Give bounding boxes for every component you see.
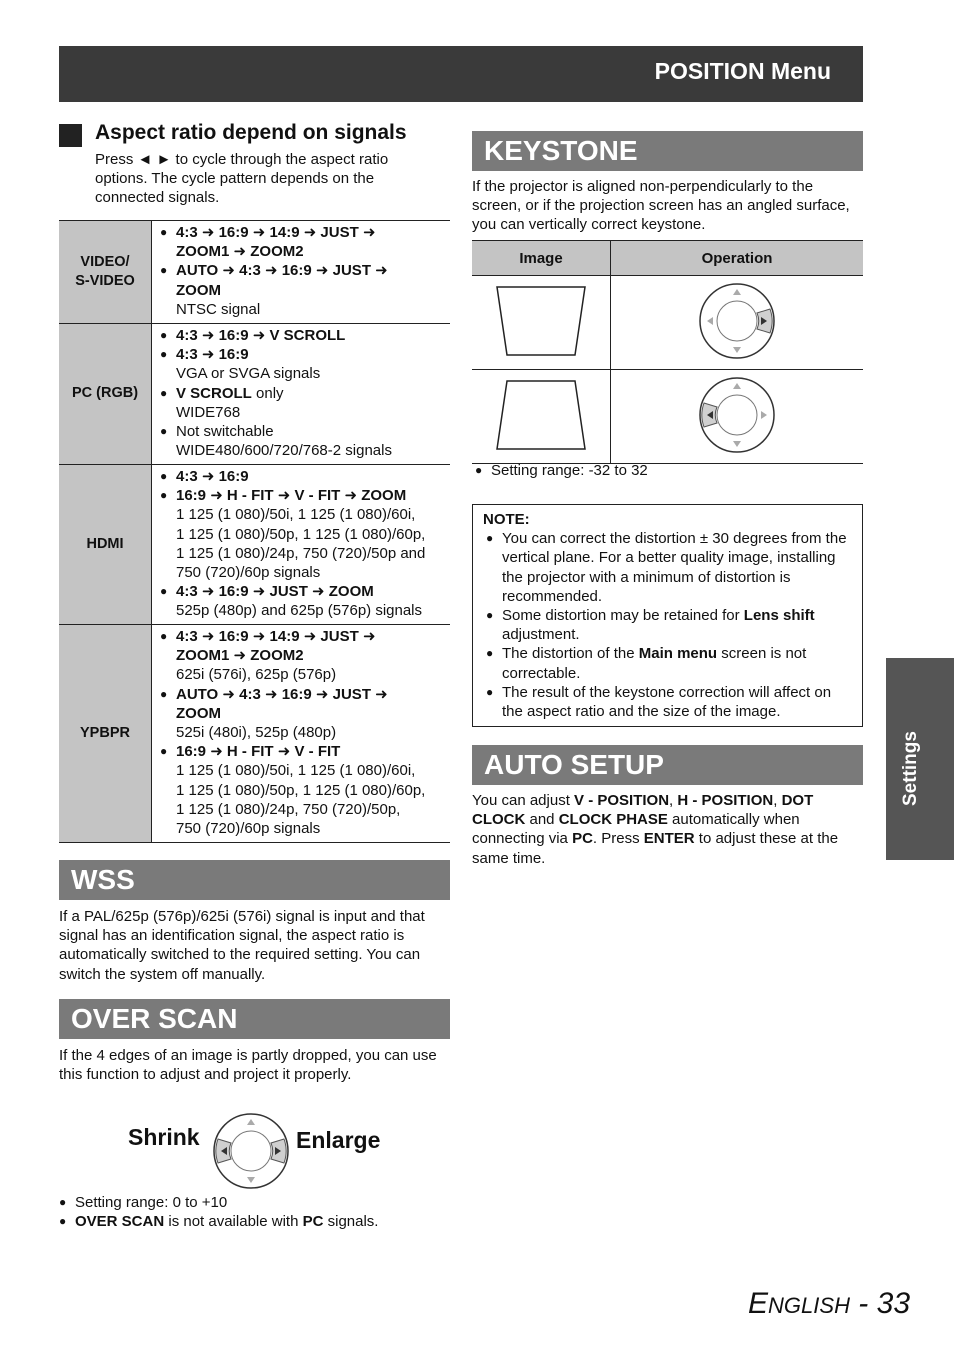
autosetup-title: AUTO SETUP xyxy=(472,745,863,785)
list-item: ● 4:3 ➜ 16:9 ➜ 14:9 ➜ JUST ➜ xyxy=(160,627,446,646)
image-cell xyxy=(472,370,611,464)
aspect-heading: Aspect ratio depend on signals xyxy=(95,121,407,144)
keystone-wide-bottom-image xyxy=(491,377,591,453)
inline-bold: CLOCK PHASE xyxy=(558,811,668,829)
page-number: - 33 xyxy=(849,1287,910,1320)
inline-text: signals. xyxy=(323,1213,379,1231)
list-item: ● Not switchable xyxy=(160,422,446,441)
header-bar xyxy=(59,46,863,102)
inline-text: and xyxy=(525,811,559,829)
list-item-cont: 750 (720)/60p signals xyxy=(176,564,321,582)
wss-title: WSS xyxy=(59,860,450,900)
side-tab-label: Settings xyxy=(900,731,921,806)
row-label-hdmi: HDMI xyxy=(59,465,152,625)
table-row xyxy=(59,221,450,324)
row-label-line: S-VIDEO xyxy=(75,273,135,289)
table-row xyxy=(59,465,450,625)
list-item-cont: 525p (480p) and 625p (576p) signals xyxy=(176,602,423,620)
enlarge-label: Enlarge xyxy=(296,1127,381,1153)
table-header-row xyxy=(472,241,863,276)
list-item xyxy=(160,384,446,403)
keystone-text: If the projector is aligned non-perpendicularly to the screen, or if the projection screen has an angled surface, you can vertically correct keystone. xyxy=(472,178,850,234)
page-footer xyxy=(748,1287,910,1321)
inline-text: , xyxy=(669,792,678,809)
row-label-line: VIDEO/ xyxy=(80,253,130,270)
inline-text: to adjust these at the same time. xyxy=(472,830,839,867)
list-item-cont: 1 125 (1 080)/24p, 750 (720)/50p and xyxy=(176,544,426,562)
list-item xyxy=(59,1212,450,1231)
inline-text: . Press xyxy=(592,830,644,848)
row-content xyxy=(152,625,451,843)
heading-square-marker xyxy=(59,124,82,147)
inline-text: is not available with xyxy=(164,1213,303,1231)
row-label-pc: PC (RGB) xyxy=(59,324,152,465)
list-item-bold: V SCROLL xyxy=(176,384,252,402)
note-item: ● You can correct the distortion ± 30 degrees from the vertical plane. For a better quality image, installing the projector with a minimum of distortion is recommended. xyxy=(486,529,852,606)
inline-bold: Main menu xyxy=(638,645,718,663)
inline-text: Some distortion may be retained for xyxy=(502,607,744,625)
list-item-cont: NTSC signal xyxy=(176,300,261,318)
footer-initial: E xyxy=(748,1287,769,1320)
note-box xyxy=(472,504,863,727)
list-item: ● 4:3 ➜ 16:9 xyxy=(160,345,446,364)
row-label-video xyxy=(59,221,152,324)
footer-smallcaps: NGLISH xyxy=(768,1293,850,1318)
operation-cell xyxy=(611,276,864,370)
list-item-cont: 1 125 (1 080)/50p, 1 125 (1 080)/60p, xyxy=(176,781,426,799)
note-item xyxy=(486,606,852,644)
table-row xyxy=(59,324,450,465)
overscan-title: OVER SCAN xyxy=(59,999,450,1039)
list-item: ● 16:9 ➜ H - FIT ➜ V - FIT ➜ ZOOM xyxy=(160,486,446,505)
list-item-cont: 625i (576i), 625p (576p) xyxy=(176,666,337,684)
row-content xyxy=(152,324,451,465)
list-item: ● 4:3 ➜ 16:9 ➜ 14:9 ➜ JUST ➜ xyxy=(160,223,446,242)
col-image: Image xyxy=(472,241,611,276)
list-item: ● 4:3 ➜ 16:9 xyxy=(160,467,446,486)
keystone-range xyxy=(475,461,863,480)
inline-bold: ENTER xyxy=(643,830,695,848)
overscan-bullets xyxy=(59,1193,450,1231)
table-row xyxy=(472,276,863,370)
list-item-cont: 750 (720)/60p signals xyxy=(176,820,321,838)
autosetup-text xyxy=(472,791,863,868)
list-item-cont: 1 125 (1 080)/50p, 1 125 (1 080)/60p, xyxy=(176,525,426,543)
table-row xyxy=(59,625,450,843)
dpad-left-icon xyxy=(698,376,776,454)
list-item-text: only xyxy=(251,384,284,402)
dpad-left-right-icon xyxy=(212,1112,290,1190)
row-label-ypbpr: YPBPR xyxy=(59,625,152,843)
list-item-cont: VGA or SVGA signals xyxy=(176,365,321,383)
overscan-text: If the 4 edges of an image is partly dropped, you can use this function to adjust and project it properly. xyxy=(59,1047,437,1084)
inline-text: You can adjust xyxy=(472,792,575,809)
inline-text: automatically when connecting via xyxy=(472,811,800,848)
list-item-cont: WIDE768 xyxy=(176,403,241,421)
note-item xyxy=(486,644,852,682)
list-item-cont: ZOOM1 ➜ ZOOM2 xyxy=(176,243,304,261)
list-item-cont: ZOOM xyxy=(176,704,221,722)
list-item: ● 16:9 ➜ H - FIT ➜ V - FIT xyxy=(160,742,446,761)
list-item: ● AUTO ➜ 4:3 ➜ 16:9 ➜ JUST ➜ xyxy=(160,685,446,704)
operation-cell xyxy=(611,370,864,464)
list-item: ● Setting range: 0 to +10 xyxy=(59,1193,450,1212)
inline-bold: Lens shift xyxy=(743,607,815,625)
inline-bold: PC xyxy=(572,830,593,848)
side-tab xyxy=(886,658,954,860)
list-item-cont: 1 125 (1 080)/50i, 1 125 (1 080)/60i, xyxy=(176,506,416,524)
inline-bold: V - POSITION xyxy=(574,792,670,809)
col-operation: Operation xyxy=(611,241,864,276)
inline-bold: OVER SCAN xyxy=(75,1213,165,1231)
list-item: ● AUTO ➜ 4:3 ➜ 16:9 ➜ JUST ➜ xyxy=(160,261,446,280)
note-label: NOTE: xyxy=(483,511,530,528)
note-item: ● The result of the keystone correction will affect on the aspect ratio and the size of the image. xyxy=(486,683,852,721)
inline-bold: PC xyxy=(302,1213,324,1231)
list-item-cont: ZOOM1 ➜ ZOOM2 xyxy=(176,647,304,665)
row-content xyxy=(152,465,451,625)
list-item: ● 4:3 ➜ 16:9 ➜ V SCROLL xyxy=(160,326,446,345)
inline-bold: H - POSITION xyxy=(677,792,774,809)
list-item: ● 4:3 ➜ 16:9 ➜ JUST ➜ ZOOM xyxy=(160,582,446,601)
keystone-title: KEYSTONE xyxy=(472,131,863,171)
aspect-intro: Press ◄ ► to cycle through the aspect ratio options. The cycle pattern depends on the connected signals. xyxy=(95,151,389,207)
list-item: ● Setting range: -32 to 32 xyxy=(475,461,863,480)
list-item-cont: ZOOM xyxy=(176,281,221,299)
inline-bold: DOT CLOCK xyxy=(472,792,814,829)
inline-text: The distortion of the xyxy=(502,645,639,663)
page-title: POSITION Menu xyxy=(654,58,831,84)
list-item-cont: WIDE480/600/720/768-2 signals xyxy=(176,442,392,460)
aspect-table xyxy=(59,220,450,843)
inline-text: adjustment. xyxy=(502,626,580,644)
row-content xyxy=(152,221,451,324)
inline-text: screen is not correctable. xyxy=(502,645,807,682)
inline-text: , xyxy=(773,792,782,809)
shrink-label: Shrink xyxy=(128,1124,200,1150)
image-cell xyxy=(472,276,611,370)
keystone-wide-top-image xyxy=(491,283,591,359)
keystone-table xyxy=(472,240,863,464)
list-item-cont: 1 125 (1 080)/50i, 1 125 (1 080)/60i, xyxy=(176,762,416,780)
dpad-right-icon xyxy=(698,282,776,360)
wss-text: If a PAL/625p (576p)/625i (576i) signal is input and that signal has an identification signal, the aspect ratio is automatically switched to the required setting. You can switch the system off manually. xyxy=(59,908,425,983)
list-item-cont: 1 125 (1 080)/24p, 750 (720)/50p, xyxy=(176,800,401,818)
table-row xyxy=(472,370,863,464)
list-item-cont: 525i (480i), 525p (480p) xyxy=(176,724,337,742)
